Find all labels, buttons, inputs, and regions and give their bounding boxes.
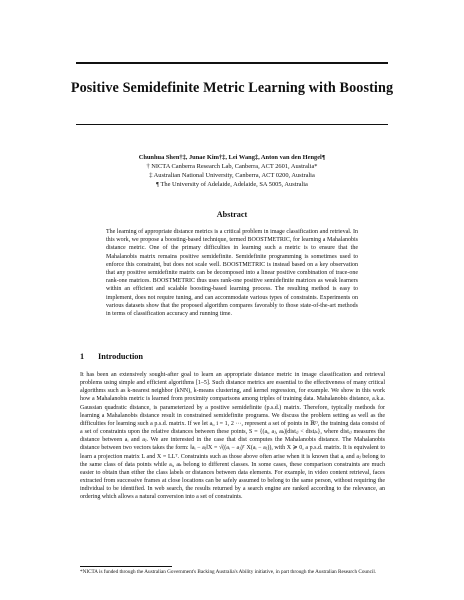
abstract-text: The learning of appropriate distance metrics is a critical problem in image classification and retrieval. In this work, we propose a boosting-based technique, termed BOOSTMETRIC, for learning a Mahalanobis distance metric. One of the primary difficulties in learning such a metric is to ensure that the Mahalanobis matrix remains positive semidefinite. Semidefinite programming is sometimes used to enforce this constraint, but does not scale well. BOOSTMETRIC is instead based on a key observation that any positive semidefinite matrix can be decomposed into a linear positive combination of trace-one rank-one matrices. BOOSTMETRIC thus uses rank-one positive semidefinite matrices as weak learners within an efficient and scalable boosting-based learning process. The resulting method is easy to implement, does not require tuning, and can accommodate various types of constraints. Experiments on various datasets show that the proposed algorithm compares favorably to those state-of-the-art methods in terms of classification accuracy and running time. xyxy=(106,229,358,318)
paper-title: Positive Semidefinite Metric Learning with Boosting xyxy=(70,80,394,96)
introduction-paragraph: It has been an extensively sought-after goal to learn an appropriate distance metric in image classification and retrieval problems using simple and efficient algorithms [1–5]. Such distance metrics are essential to the effectiveness of many critical algorithms such as k-nearest neighbor (kNN), k-means clustering, and kernel regression, for example. We show in this work how a Mahalanobis metric is learned from proximity comparisons among triples of training data. Mahalanobis distance, a.k.a. Gaussian quadratic distance, is parameterized by a positive semidefinite (p.s.d.) matrix. Therefore, typically methods for learning a Mahalanobis distance result in constrained semidefinite programs. We discuss the problem setting as well as the difficulties for learning such a p.s.d. matrix. If we let aᵢ, i = 1, 2 ···, represent a set of points in ℝᴰ, the training data consist of a set of constraints upon the relative distances between these points, S = {(aᵢ, aⱼ, aₖ)|distᵢⱼ < distᵢₖ}, where distᵢⱼ measures the distance between aᵢ and aⱼ. We are interested in the case that dist computes the Mahalanobis distance. The Mahalanobis distance between two vectors takes the form: ‖aᵢ − aⱼ‖X = √((aᵢ − aⱼ)ᵀ X(aᵢ − aⱼ)), with X ≽ 0, a p.s.d. matrix. It is equivalent to learn a projection matrix L and X = LLᵀ. Constraints such as those above often arise when it is known that aᵢ and aⱼ belong to the same class of data points while aᵢ, aₖ belong to different classes. In some cases, these comparison constraints are much easier to obtain than either the class labels or distances between data elements. For example, in video content retrieval, faces extracted from successive frames at close locations can be safely assumed to belong to the same person, without requiring the individual to be identified. In web search, the results returned by a search engine are ranked according to the relevance, an ordering which allows a natural conversion into a set of constraints. xyxy=(80,372,385,501)
section-number: 1 xyxy=(80,352,85,361)
section-title: Introduction xyxy=(98,352,144,361)
abstract-heading: Abstract xyxy=(216,210,248,219)
affiliation-nicta: † NICTA Canberra Research Lab, Canberra, ACT 2601, Australia* xyxy=(146,162,318,170)
title-top-rule xyxy=(76,62,388,64)
author-names: Chunhua Shen†‡, Junae Kim†‡, Lei Wang‡, Anton van den Hengel¶ xyxy=(138,154,326,161)
author-block xyxy=(60,154,404,190)
affiliation-anu: ‡ Australian National University, Canberra, ACT 0200, Australia xyxy=(149,171,315,179)
section-heading xyxy=(80,352,143,361)
title-bottom-rule xyxy=(76,124,388,125)
footnote-rule xyxy=(80,566,172,567)
footnote-text: *NICTA is funded through the Australian Government's Backing Australia's Ability initiative, in part through the Australian Research Council. xyxy=(80,569,377,575)
affiliation-adelaide: ¶ The University of Adelaide, Adelaide, SA 5005, Australia xyxy=(156,180,308,188)
